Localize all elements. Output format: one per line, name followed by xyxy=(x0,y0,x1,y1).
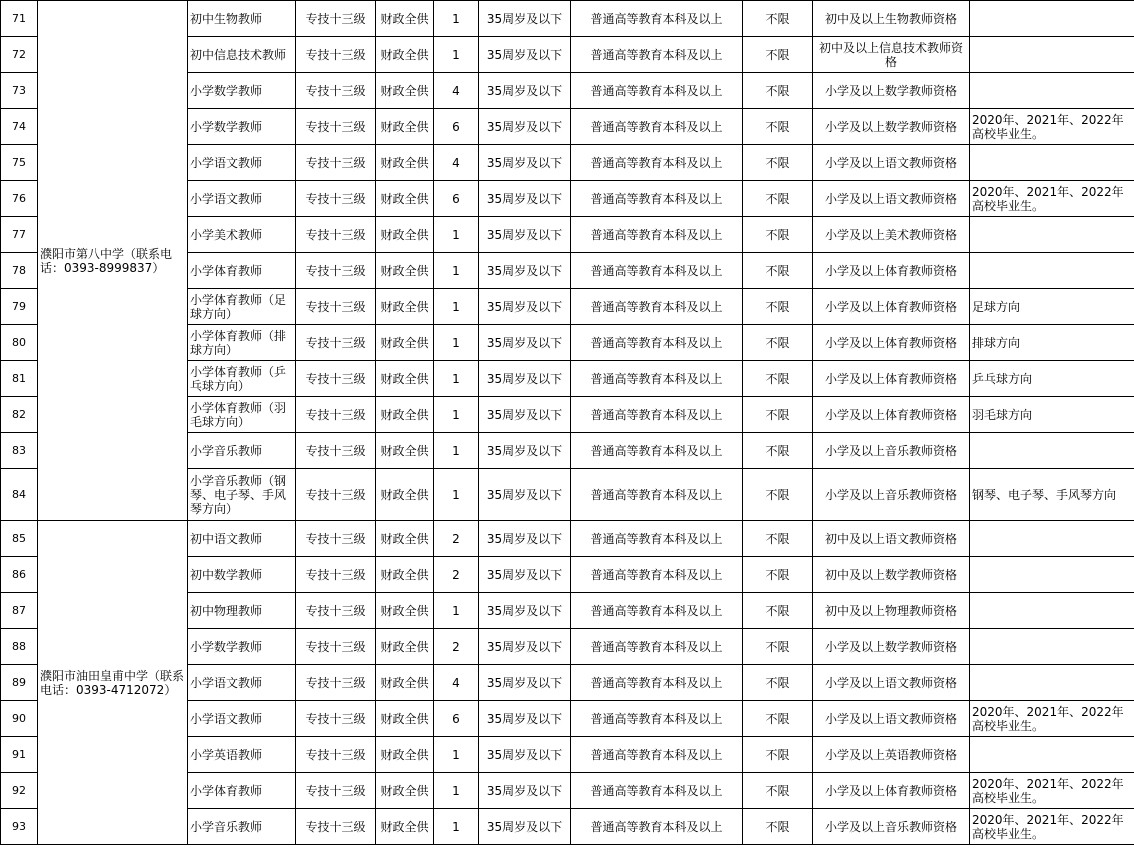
cell-post: 小学美术教师 xyxy=(188,217,296,253)
cell-post: 小学体育教师（羽毛球方向） xyxy=(188,397,296,433)
cell-count: 1 xyxy=(434,469,479,521)
cell-age: 35周岁及以下 xyxy=(479,109,571,145)
cell-certificate: 小学及以上美术教师资格 xyxy=(813,217,970,253)
cell-certificate: 小学及以上音乐教师资格 xyxy=(813,433,970,469)
cell-number: 83 xyxy=(1,433,38,469)
cell-education: 普通高等教育本科及以上 xyxy=(571,253,743,289)
cell-level: 专技十三级 xyxy=(296,557,376,593)
cell-certificate: 小学及以上体育教师资格 xyxy=(813,361,970,397)
cell-post: 初中语文教师 xyxy=(188,521,296,557)
cell-education: 普通高等教育本科及以上 xyxy=(571,593,743,629)
cell-funding: 财政全供 xyxy=(376,217,434,253)
cell-count: 1 xyxy=(434,37,479,73)
cell-major: 不限 xyxy=(743,253,813,289)
cell-major: 不限 xyxy=(743,145,813,181)
cell-unit-name: 濮阳市第八中学（联系电话：0393-8999837） xyxy=(38,1,188,521)
cell-education: 普通高等教育本科及以上 xyxy=(571,701,743,737)
cell-other-requirements xyxy=(970,145,1134,181)
cell-certificate: 小学及以上体育教师资格 xyxy=(813,325,970,361)
cell-other-requirements: 2020年、2021年、2022年高校毕业生。 xyxy=(970,109,1134,145)
cell-certificate: 小学及以上体育教师资格 xyxy=(813,253,970,289)
cell-major: 不限 xyxy=(743,433,813,469)
cell-post: 小学音乐教师（钢琴、电子琴、手风琴方向） xyxy=(188,469,296,521)
cell-age: 35周岁及以下 xyxy=(479,521,571,557)
cell-post: 小学语文教师 xyxy=(188,145,296,181)
cell-number: 81 xyxy=(1,361,38,397)
cell-level: 专技十三级 xyxy=(296,73,376,109)
cell-level: 专技十三级 xyxy=(296,325,376,361)
cell-post: 小学体育教师（排球方向） xyxy=(188,325,296,361)
cell-number: 73 xyxy=(1,73,38,109)
cell-post: 初中生物教师 xyxy=(188,1,296,37)
cell-certificate: 小学及以上数学教师资格 xyxy=(813,109,970,145)
cell-count: 1 xyxy=(434,217,479,253)
cell-other-requirements: 2020年、2021年、2022年高校毕业生。 xyxy=(970,701,1134,737)
cell-education: 普通高等教育本科及以上 xyxy=(571,665,743,701)
cell-certificate: 小学及以上体育教师资格 xyxy=(813,289,970,325)
cell-level: 专技十三级 xyxy=(296,145,376,181)
cell-funding: 财政全供 xyxy=(376,361,434,397)
cell-education: 普通高等教育本科及以上 xyxy=(571,37,743,73)
cell-number: 80 xyxy=(1,325,38,361)
cell-major: 不限 xyxy=(743,1,813,37)
cell-number: 82 xyxy=(1,397,38,433)
cell-funding: 财政全供 xyxy=(376,1,434,37)
cell-education: 普通高等教育本科及以上 xyxy=(571,629,743,665)
cell-funding: 财政全供 xyxy=(376,289,434,325)
cell-education: 普通高等教育本科及以上 xyxy=(571,361,743,397)
cell-education: 普通高等教育本科及以上 xyxy=(571,469,743,521)
cell-count: 4 xyxy=(434,145,479,181)
cell-level: 专技十三级 xyxy=(296,217,376,253)
cell-major: 不限 xyxy=(743,289,813,325)
cell-other-requirements: 足球方向 xyxy=(970,289,1134,325)
cell-funding: 财政全供 xyxy=(376,701,434,737)
cell-age: 35周岁及以下 xyxy=(479,397,571,433)
cell-number: 72 xyxy=(1,37,38,73)
cell-post: 小学音乐教师 xyxy=(188,433,296,469)
cell-certificate: 小学及以上语文教师资格 xyxy=(813,701,970,737)
cell-certificate: 初中及以上生物教师资格 xyxy=(813,1,970,37)
cell-age: 35周岁及以下 xyxy=(479,701,571,737)
cell-post: 小学数学教师 xyxy=(188,629,296,665)
cell-post: 小学数学教师 xyxy=(188,109,296,145)
cell-certificate: 小学及以上数学教师资格 xyxy=(813,629,970,665)
cell-other-requirements xyxy=(970,37,1134,73)
cell-count: 1 xyxy=(434,809,479,845)
cell-age: 35周岁及以下 xyxy=(479,737,571,773)
cell-age: 35周岁及以下 xyxy=(479,593,571,629)
cell-level: 专技十三级 xyxy=(296,397,376,433)
cell-other-requirements xyxy=(970,665,1134,701)
cell-post: 小学体育教师（足球方向） xyxy=(188,289,296,325)
cell-number: 76 xyxy=(1,181,38,217)
cell-count: 1 xyxy=(434,1,479,37)
cell-certificate: 小学及以上语文教师资格 xyxy=(813,181,970,217)
cell-post: 小学语文教师 xyxy=(188,701,296,737)
cell-level: 专技十三级 xyxy=(296,665,376,701)
cell-count: 2 xyxy=(434,629,479,665)
cell-funding: 财政全供 xyxy=(376,629,434,665)
cell-major: 不限 xyxy=(743,37,813,73)
cell-major: 不限 xyxy=(743,521,813,557)
cell-certificate: 初中及以上信息技术教师资格 xyxy=(813,37,970,73)
cell-age: 35周岁及以下 xyxy=(479,557,571,593)
cell-post: 小学体育教师（乒乓球方向） xyxy=(188,361,296,397)
cell-certificate: 小学及以上语文教师资格 xyxy=(813,145,970,181)
table-body xyxy=(1,1,1134,845)
cell-education: 普通高等教育本科及以上 xyxy=(571,1,743,37)
cell-funding: 财政全供 xyxy=(376,253,434,289)
cell-funding: 财政全供 xyxy=(376,145,434,181)
cell-other-requirements xyxy=(970,521,1134,557)
cell-post: 小学体育教师 xyxy=(188,773,296,809)
cell-number: 89 xyxy=(1,665,38,701)
cell-certificate: 小学及以上音乐教师资格 xyxy=(813,809,970,845)
cell-major: 不限 xyxy=(743,701,813,737)
cell-level: 专技十三级 xyxy=(296,1,376,37)
cell-funding: 财政全供 xyxy=(376,397,434,433)
cell-level: 专技十三级 xyxy=(296,253,376,289)
cell-other-requirements: 2020年、2021年、2022年高校毕业生。 xyxy=(970,773,1134,809)
cell-education: 普通高等教育本科及以上 xyxy=(571,521,743,557)
cell-post: 初中物理教师 xyxy=(188,593,296,629)
cell-count: 4 xyxy=(434,665,479,701)
cell-age: 35周岁及以下 xyxy=(479,629,571,665)
cell-number: 90 xyxy=(1,701,38,737)
cell-major: 不限 xyxy=(743,557,813,593)
cell-major: 不限 xyxy=(743,665,813,701)
cell-education: 普通高等教育本科及以上 xyxy=(571,145,743,181)
table-row xyxy=(1,1,1134,37)
cell-funding: 财政全供 xyxy=(376,809,434,845)
cell-count: 1 xyxy=(434,289,479,325)
cell-other-requirements xyxy=(970,593,1134,629)
cell-level: 专技十三级 xyxy=(296,809,376,845)
cell-level: 专技十三级 xyxy=(296,593,376,629)
cell-level: 专技十三级 xyxy=(296,361,376,397)
cell-other-requirements xyxy=(970,217,1134,253)
cell-level: 专技十三级 xyxy=(296,629,376,665)
cell-certificate: 初中及以上语文教师资格 xyxy=(813,521,970,557)
cell-funding: 财政全供 xyxy=(376,737,434,773)
cell-count: 1 xyxy=(434,433,479,469)
cell-age: 35周岁及以下 xyxy=(479,289,571,325)
cell-post: 小学音乐教师 xyxy=(188,809,296,845)
cell-major: 不限 xyxy=(743,217,813,253)
cell-certificate: 小学及以上音乐教师资格 xyxy=(813,469,970,521)
cell-count: 6 xyxy=(434,181,479,217)
cell-level: 专技十三级 xyxy=(296,469,376,521)
cell-funding: 财政全供 xyxy=(376,557,434,593)
cell-unit-name: 濮阳市油田皇甫中学（联系电话：0393-4712072） xyxy=(38,521,188,845)
cell-age: 35周岁及以下 xyxy=(479,217,571,253)
cell-major: 不限 xyxy=(743,593,813,629)
cell-age: 35周岁及以下 xyxy=(479,665,571,701)
cell-other-requirements xyxy=(970,253,1134,289)
cell-other-requirements xyxy=(970,737,1134,773)
cell-age: 35周岁及以下 xyxy=(479,1,571,37)
cell-certificate: 小学及以上体育教师资格 xyxy=(813,397,970,433)
cell-education: 普通高等教育本科及以上 xyxy=(571,557,743,593)
cell-major: 不限 xyxy=(743,325,813,361)
cell-level: 专技十三级 xyxy=(296,701,376,737)
cell-number: 79 xyxy=(1,289,38,325)
cell-major: 不限 xyxy=(743,361,813,397)
cell-other-requirements xyxy=(970,73,1134,109)
cell-education: 普通高等教育本科及以上 xyxy=(571,217,743,253)
cell-level: 专技十三级 xyxy=(296,773,376,809)
cell-number: 93 xyxy=(1,809,38,845)
cell-level: 专技十三级 xyxy=(296,433,376,469)
cell-age: 35周岁及以下 xyxy=(479,145,571,181)
cell-certificate: 初中及以上物理教师资格 xyxy=(813,593,970,629)
cell-education: 普通高等教育本科及以上 xyxy=(571,109,743,145)
cell-certificate: 小学及以上数学教师资格 xyxy=(813,73,970,109)
cell-count: 6 xyxy=(434,109,479,145)
cell-major: 不限 xyxy=(743,737,813,773)
cell-number: 84 xyxy=(1,469,38,521)
cell-age: 35周岁及以下 xyxy=(479,361,571,397)
cell-other-requirements: 排球方向 xyxy=(970,325,1134,361)
cell-education: 普通高等教育本科及以上 xyxy=(571,773,743,809)
cell-level: 专技十三级 xyxy=(296,289,376,325)
cell-other-requirements: 钢琴、电子琴、手风琴方向 xyxy=(970,469,1134,521)
cell-major: 不限 xyxy=(743,397,813,433)
cell-age: 35周岁及以下 xyxy=(479,325,571,361)
cell-funding: 财政全供 xyxy=(376,37,434,73)
table-row xyxy=(1,521,1134,557)
cell-major: 不限 xyxy=(743,181,813,217)
cell-number: 92 xyxy=(1,773,38,809)
cell-age: 35周岁及以下 xyxy=(479,73,571,109)
cell-education: 普通高等教育本科及以上 xyxy=(571,433,743,469)
cell-age: 35周岁及以下 xyxy=(479,253,571,289)
cell-education: 普通高等教育本科及以上 xyxy=(571,73,743,109)
cell-other-requirements xyxy=(970,1,1134,37)
cell-level: 专技十三级 xyxy=(296,181,376,217)
cell-major: 不限 xyxy=(743,73,813,109)
cell-count: 4 xyxy=(434,73,479,109)
cell-age: 35周岁及以下 xyxy=(479,37,571,73)
cell-count: 1 xyxy=(434,397,479,433)
cell-education: 普通高等教育本科及以上 xyxy=(571,325,743,361)
cell-major: 不限 xyxy=(743,469,813,521)
cell-post: 小学英语教师 xyxy=(188,737,296,773)
cell-age: 35周岁及以下 xyxy=(479,469,571,521)
cell-funding: 财政全供 xyxy=(376,593,434,629)
cell-post: 初中数学教师 xyxy=(188,557,296,593)
cell-number: 77 xyxy=(1,217,38,253)
cell-education: 普通高等教育本科及以上 xyxy=(571,737,743,773)
cell-major: 不限 xyxy=(743,809,813,845)
cell-count: 1 xyxy=(434,253,479,289)
cell-number: 78 xyxy=(1,253,38,289)
cell-count: 1 xyxy=(434,773,479,809)
cell-level: 专技十三级 xyxy=(296,521,376,557)
cell-number: 91 xyxy=(1,737,38,773)
cell-education: 普通高等教育本科及以上 xyxy=(571,397,743,433)
cell-post: 小学语文教师 xyxy=(188,665,296,701)
cell-number: 87 xyxy=(1,593,38,629)
cell-other-requirements: 羽毛球方向 xyxy=(970,397,1134,433)
cell-certificate: 小学及以上英语教师资格 xyxy=(813,737,970,773)
cell-other-requirements: 乒乓球方向 xyxy=(970,361,1134,397)
cell-funding: 财政全供 xyxy=(376,773,434,809)
cell-funding: 财政全供 xyxy=(376,109,434,145)
cell-education: 普通高等教育本科及以上 xyxy=(571,809,743,845)
cell-certificate: 初中及以上数学教师资格 xyxy=(813,557,970,593)
cell-major: 不限 xyxy=(743,629,813,665)
cell-number: 71 xyxy=(1,1,38,37)
cell-education: 普通高等教育本科及以上 xyxy=(571,181,743,217)
cell-age: 35周岁及以下 xyxy=(479,809,571,845)
cell-post: 初中信息技术教师 xyxy=(188,37,296,73)
cell-number: 75 xyxy=(1,145,38,181)
cell-level: 专技十三级 xyxy=(296,737,376,773)
cell-level: 专技十三级 xyxy=(296,109,376,145)
cell-other-requirements xyxy=(970,433,1134,469)
cell-age: 35周岁及以下 xyxy=(479,181,571,217)
cell-number: 88 xyxy=(1,629,38,665)
cell-funding: 财政全供 xyxy=(376,469,434,521)
cell-post: 小学体育教师 xyxy=(188,253,296,289)
cell-funding: 财政全供 xyxy=(376,433,434,469)
cell-funding: 财政全供 xyxy=(376,325,434,361)
cell-other-requirements xyxy=(970,557,1134,593)
cell-funding: 财政全供 xyxy=(376,521,434,557)
cell-other-requirements: 2020年、2021年、2022年高校毕业生。 xyxy=(970,181,1134,217)
cell-age: 35周岁及以下 xyxy=(479,433,571,469)
cell-funding: 财政全供 xyxy=(376,73,434,109)
cell-post: 小学数学教师 xyxy=(188,73,296,109)
cell-count: 1 xyxy=(434,325,479,361)
cell-count: 1 xyxy=(434,593,479,629)
cell-other-requirements xyxy=(970,629,1134,665)
cell-count: 1 xyxy=(434,737,479,773)
cell-other-requirements: 2020年、2021年、2022年高校毕业生。 xyxy=(970,809,1134,845)
cell-number: 86 xyxy=(1,557,38,593)
cell-level: 专技十三级 xyxy=(296,37,376,73)
cell-major: 不限 xyxy=(743,773,813,809)
cell-major: 不限 xyxy=(743,109,813,145)
cell-number: 85 xyxy=(1,521,38,557)
cell-funding: 财政全供 xyxy=(376,181,434,217)
cell-post: 小学语文教师 xyxy=(188,181,296,217)
cell-number: 74 xyxy=(1,109,38,145)
cell-count: 1 xyxy=(434,361,479,397)
cell-education: 普通高等教育本科及以上 xyxy=(571,289,743,325)
cell-count: 2 xyxy=(434,557,479,593)
cell-count: 6 xyxy=(434,701,479,737)
cell-age: 35周岁及以下 xyxy=(479,773,571,809)
cell-count: 2 xyxy=(434,521,479,557)
cell-funding: 财政全供 xyxy=(376,665,434,701)
cell-certificate: 小学及以上体育教师资格 xyxy=(813,773,970,809)
cell-certificate: 小学及以上语文教师资格 xyxy=(813,665,970,701)
